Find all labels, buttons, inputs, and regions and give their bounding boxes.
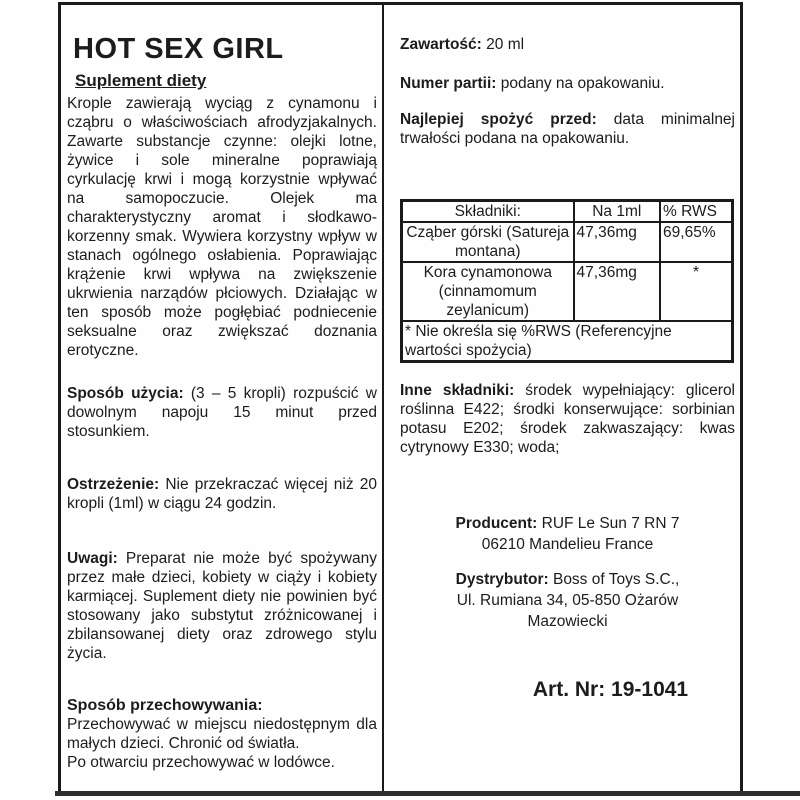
article-number: Art. Nr: 19-1041 (532, 678, 689, 701)
distributor-label: Dystrybutor: (455, 571, 549, 588)
notes-paragraph (67, 549, 377, 663)
table-header-ingredients: Składniki: (402, 201, 574, 223)
product-description: Krople zawierają wyciąg z cynamonu i cząbru o właściwościach afrodyzjakalnych. Zawarte substancje czynne: olejki lotne, żywice i sole mineralne poprawiają cyrkulację krwi i mogą korzystnie wpływać na samopoczucie. Olejek ma charakterystyczny aromat i słodkawo-korzenny smak. Wywiera korzystny wpływ w stanach ogólnego osłabienia. Poprawiając krążenie krwi wpływa na zwiększenie ukrwienia narządów płciowych. Działając w ten sposób może pogłębiać podniecenie seksualne oraz zwiększać doznania erotyczne. (67, 95, 377, 359)
ingredients-table (400, 199, 734, 363)
batch-paragraph (400, 74, 735, 93)
storage-line1: Przechowywać w miejscu niedostępnym dla małych dzieci. Chronić od światła. (67, 716, 377, 752)
ingredient-rws: * (660, 262, 732, 321)
table-footnote-row (402, 321, 733, 362)
warning-paragraph (67, 475, 377, 513)
bottom-border-bar (55, 791, 800, 796)
ingredient-rws: 69,65% (660, 222, 732, 262)
table-header-row (402, 201, 733, 223)
product-subtitle: Suplement diety (75, 71, 207, 90)
best-before-paragraph (400, 110, 735, 148)
left-column (61, 5, 384, 792)
warning-label: Ostrzeżenie: (67, 476, 160, 493)
other-ingredients-paragraph (400, 381, 735, 457)
table-row (402, 262, 733, 321)
distributor-line3: Mazowiecki (527, 613, 608, 630)
ingredient-amount: 47,36mg (574, 222, 661, 262)
ingredient-name: Kora cynamonowa (cinnamomum zeylanicum) (402, 262, 574, 321)
notes-label: Uwagi: (67, 550, 118, 567)
best-before-value: data minimalnej trwałości podana na opakowaniu. (400, 111, 735, 147)
table-header-per-1ml: Na 1ml (574, 201, 661, 223)
distributor-block (400, 569, 735, 632)
storage-line2: Po otwarciu przechowywać w lodówce. (67, 754, 335, 771)
batch-value: podany na opakowaniu. (496, 75, 665, 92)
distributor-line2: Ul. Rumiana 34, 05-850 Ożarów (456, 592, 679, 609)
storage-label: Sposób przechowywania: (67, 697, 263, 714)
table-row (402, 222, 733, 262)
best-before-label: Najlepiej spożyć przed: (400, 111, 597, 128)
table-header-rws: % RWS (660, 201, 732, 223)
producer-line2: 06210 Mandelieu France (481, 536, 654, 553)
producer-block (400, 513, 735, 555)
warning-text: Nie przekraczać więcej niż 20 kropli (1ml) w ciągu 24 godzin. (67, 476, 377, 512)
other-ingredients-label: Inne składniki: (400, 382, 515, 399)
product-title: HOT SEX GIRL (73, 33, 284, 65)
other-ingredients-text: środek wypełniający: glicerol roślinna E422; środki konserwujące: sorbinian potasu E202; środek zakwaszający: kwas cytrynowy E330; woda; (400, 382, 736, 456)
ingredient-name: Cząber górski (Satureja montana) (402, 222, 574, 262)
table-footnote: * Nie określa się %RWS (Referencyjne wartości spożycia) (402, 321, 733, 362)
distributor-line1 (400, 569, 735, 590)
batch-label: Numer partii: (400, 75, 497, 92)
content-value: 20 ml (481, 36, 525, 53)
producer-label: Producent: (455, 515, 538, 532)
producer-name: RUF Le Sun 7 RN 7 (537, 515, 680, 532)
content-label: Zawartość: (400, 36, 482, 53)
usage-label: Sposób użycia: (67, 385, 184, 402)
usage-paragraph (67, 384, 377, 441)
notes-text: Preparat nie może być spożywany przez małe dzieci, kobiety w ciąży i kobiety karmiącej. Suplement diety nie powinien być stosowany jako substytut zróżnicowanej i zbilansowanej diety oraz zdrowego stylu życia. (67, 550, 377, 662)
label-sheet (58, 2, 743, 792)
usage-text: (3 – 5 kropli) rozpuścić w dowolnym napoju 15 minut przed stosunkiem. (67, 385, 377, 440)
right-column (384, 5, 740, 792)
distributor-name: Boss of Toys S.C., (548, 571, 680, 588)
producer-line1 (400, 513, 735, 534)
ingredient-amount: 47,36mg (574, 262, 661, 321)
content-paragraph (400, 35, 735, 54)
